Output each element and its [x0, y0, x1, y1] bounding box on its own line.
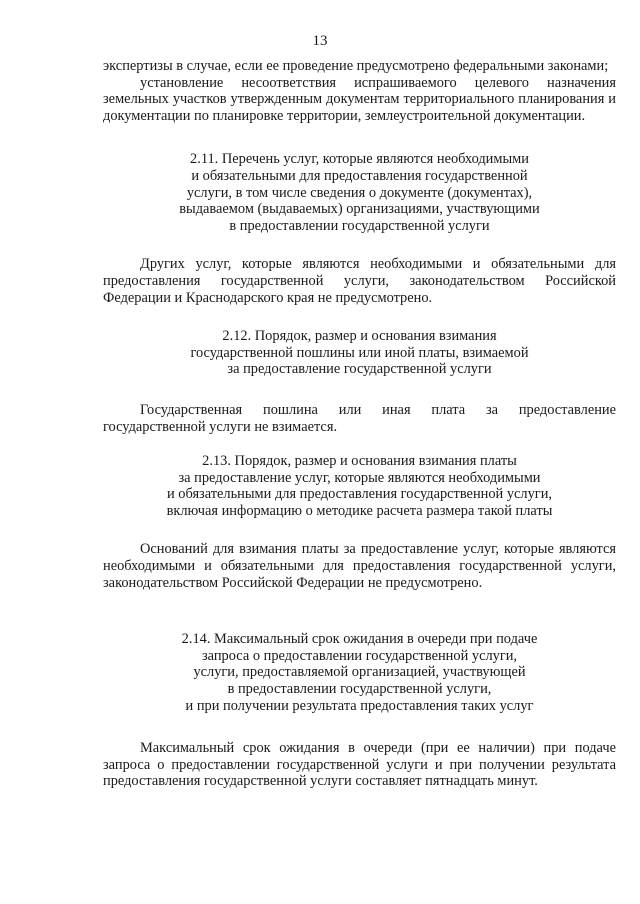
section-heading-2-13	[103, 453, 616, 519]
document-body	[103, 58, 616, 790]
paragraph-expertise: экспертизы в случае, если ее проведение предусмотрено федеральными законами;	[103, 58, 609, 74]
paragraph-queue-time: Максимальный срок ожидания в очереди (при ее наличии) при подаче запроса о предоставлении государственной услуги и при получении результата предоставления государственной услуги составляет пятнадцать минут.	[103, 740, 616, 790]
paragraph-fee-grounds: Оснований для взимания платы за предоставление услуг, которые являются необходимыми и обязательными для предоставления государственной услуги, законодательством Российской Федерации не предусмотрено.	[103, 541, 616, 591]
heading-line: выдаваемом (выдаваемых) организациями, участвующими	[179, 201, 540, 218]
heading-line: и обязательными для предоставления государственной	[191, 167, 528, 184]
heading-line: в предоставлении государственной услуги,	[227, 681, 492, 698]
paragraph-other-services: Других услуг, которые являются необходимыми и обязательными для предоставления государственной услуги, законодательством Российской Федерации и Краснодарского края не предусмотрено.	[103, 256, 616, 306]
heading-line: 2.13. Порядок, размер и основания взимания платы	[202, 453, 517, 470]
paragraph-state-fee: Государственная пошлина или иная плата за предоставление государственной услуги не взимается.	[103, 401, 616, 435]
heading-line: 2.14. Максимальный срок ожидания в очереди при подаче	[181, 631, 538, 648]
heading-line: услуги, предоставляемой организацией, участвующей	[193, 664, 526, 681]
heading-line: 2.12. Порядок, размер и основания взимания	[222, 328, 497, 345]
heading-line: запроса о предоставлении государственной услуги,	[201, 647, 518, 664]
section-heading-2-12	[103, 328, 616, 378]
section-heading-2-11	[103, 151, 616, 234]
heading-line: за предоставление государственной услуги	[227, 361, 492, 378]
heading-line: услуги, в том числе сведения о документе (документах),	[186, 184, 533, 201]
page-number: 13	[312, 33, 328, 49]
section-heading-2-14	[103, 631, 616, 714]
heading-line: включая информацию о методике расчета размера такой платы	[166, 502, 553, 519]
heading-line: и при получении результата предоставления таких услуг	[185, 697, 534, 714]
heading-line: и обязательными для предоставления государственной услуги,	[166, 486, 552, 503]
heading-line: 2.11. Перечень услуг, которые являются необходимыми	[190, 151, 529, 168]
heading-line: в предоставлении государственной услуги	[229, 217, 490, 234]
paragraph-land-mismatch: установление несоответствия испрашиваемого целевого назначения земельных участков утвержденным документам территориального планирования и документации по планировке территории, землеустроительной документации.	[103, 74, 616, 124]
heading-line: за предоставление услуг, которые являются необходимыми	[178, 469, 541, 486]
heading-line: государственной пошлины или иной платы, взимаемой	[190, 344, 529, 361]
